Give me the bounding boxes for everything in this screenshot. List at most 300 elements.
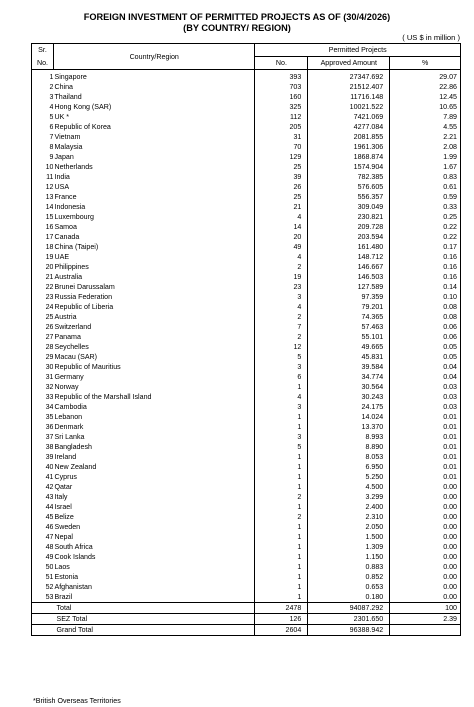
row-approved-amount: 1.500	[308, 532, 390, 542]
row-sr-number: 33	[32, 392, 54, 402]
row-approved-amount: 0.653	[308, 582, 390, 592]
row-percent: 0.01	[390, 422, 461, 432]
row-country: Brazil	[53, 592, 255, 603]
row-project-count: 2	[255, 312, 308, 322]
row-country: Republic of Liberia	[53, 302, 255, 312]
header-percent: %	[390, 57, 461, 70]
table-row	[32, 272, 461, 282]
row-project-count: 393	[255, 70, 308, 83]
row-percent: 12.45	[390, 92, 461, 102]
row-country: Belize	[53, 512, 255, 522]
row-percent: 0.16	[390, 262, 461, 272]
header-country: Country/Region	[53, 44, 255, 70]
table-row	[32, 382, 461, 392]
row-approved-amount: 782.385	[308, 172, 390, 182]
table-row	[32, 532, 461, 542]
row-percent: 0.25	[390, 212, 461, 222]
table-row	[32, 312, 461, 322]
table-row	[32, 402, 461, 412]
row-approved-amount: 13.370	[308, 422, 390, 432]
total-approved-amount: 2301.650	[308, 614, 390, 625]
table-body	[32, 70, 461, 636]
table-row	[32, 552, 461, 562]
row-country: Israel	[53, 502, 255, 512]
row-percent: 0.01	[390, 472, 461, 482]
row-sr-number: 48	[32, 542, 54, 552]
row-sr-number: 35	[32, 412, 54, 422]
table-row	[32, 122, 461, 132]
row-approved-amount: 1961.306	[308, 142, 390, 152]
table-row	[32, 262, 461, 272]
row-project-count: 7	[255, 322, 308, 332]
row-percent: 0.33	[390, 202, 461, 212]
table-row	[32, 432, 461, 442]
row-project-count: 1	[255, 562, 308, 572]
row-sr-number: 21	[32, 272, 54, 282]
table-row	[32, 352, 461, 362]
table-row	[32, 522, 461, 532]
row-project-count: 5	[255, 442, 308, 452]
row-sr-number: 17	[32, 232, 54, 242]
row-sr-number: 23	[32, 292, 54, 302]
row-approved-amount: 3.299	[308, 492, 390, 502]
row-project-count: 1	[255, 412, 308, 422]
row-project-count: 3	[255, 402, 308, 412]
header-sr-no: No.	[32, 57, 54, 70]
row-sr-number: 24	[32, 302, 54, 312]
row-project-count: 1	[255, 452, 308, 462]
table-row	[32, 142, 461, 152]
row-approved-amount: 14.024	[308, 412, 390, 422]
row-approved-amount: 1574.904	[308, 162, 390, 172]
table-row	[32, 342, 461, 352]
row-percent: 1.99	[390, 152, 461, 162]
row-country: Macau (SAR)	[53, 352, 255, 362]
table-row	[32, 582, 461, 592]
row-percent: 0.00	[390, 492, 461, 502]
row-country: Canada	[53, 232, 255, 242]
row-country: UK *	[53, 112, 255, 122]
row-percent: 0.22	[390, 232, 461, 242]
row-project-count: 3	[255, 292, 308, 302]
table-row	[32, 542, 461, 552]
row-percent: 0.00	[390, 512, 461, 522]
row-approved-amount: 97.359	[308, 292, 390, 302]
table-row	[32, 592, 461, 603]
row-country: Switzerland	[53, 322, 255, 332]
row-approved-amount: 309.049	[308, 202, 390, 212]
row-sr-number: 41	[32, 472, 54, 482]
table-row	[32, 82, 461, 92]
row-approved-amount: 209.728	[308, 222, 390, 232]
row-project-count: 1	[255, 482, 308, 492]
total-blank-cell	[32, 614, 54, 625]
total-project-count: 126	[255, 614, 308, 625]
table-row	[32, 452, 461, 462]
total-project-count: 2604	[255, 625, 308, 636]
row-project-count: 3	[255, 362, 308, 372]
row-project-count: 39	[255, 172, 308, 182]
row-percent: 0.00	[390, 482, 461, 492]
total-row	[32, 625, 461, 636]
row-project-count: 112	[255, 112, 308, 122]
row-country: Laos	[53, 562, 255, 572]
row-country: Republic of Mauritius	[53, 362, 255, 372]
row-sr-number: 29	[32, 352, 54, 362]
row-sr-number: 43	[32, 492, 54, 502]
row-sr-number: 45	[32, 512, 54, 522]
table-row	[32, 222, 461, 232]
row-approved-amount: 11716.148	[308, 92, 390, 102]
row-project-count: 1	[255, 572, 308, 582]
row-project-count: 1	[255, 552, 308, 562]
row-approved-amount: 10021.522	[308, 102, 390, 112]
row-percent: 0.00	[390, 582, 461, 592]
total-label: Grand Total	[53, 625, 255, 636]
row-sr-number: 31	[32, 372, 54, 382]
table-row	[32, 362, 461, 372]
row-percent: 0.00	[390, 532, 461, 542]
table-row	[32, 172, 461, 182]
row-percent: 7.89	[390, 112, 461, 122]
row-project-count: 1	[255, 422, 308, 432]
row-percent: 0.16	[390, 272, 461, 282]
row-percent: 0.83	[390, 172, 461, 182]
row-project-count: 70	[255, 142, 308, 152]
row-country: Lebanon	[53, 412, 255, 422]
row-country: Malaysia	[53, 142, 255, 152]
total-blank-cell	[32, 603, 54, 614]
row-project-count: 4	[255, 252, 308, 262]
row-sr-number: 19	[32, 252, 54, 262]
row-project-count: 31	[255, 132, 308, 142]
table-row	[32, 332, 461, 342]
row-percent: 0.01	[390, 462, 461, 472]
row-sr-number: 47	[32, 532, 54, 542]
table-row	[32, 412, 461, 422]
total-percent: 2.39	[390, 614, 461, 625]
row-percent: 0.01	[390, 412, 461, 422]
table-row	[32, 562, 461, 572]
total-blank-cell	[32, 625, 54, 636]
row-sr-number: 16	[32, 222, 54, 232]
row-sr-number: 40	[32, 462, 54, 472]
table-row	[32, 162, 461, 172]
row-project-count: 1	[255, 582, 308, 592]
row-country: Norway	[53, 382, 255, 392]
row-approved-amount: 30.564	[308, 382, 390, 392]
row-percent: 0.06	[390, 332, 461, 342]
row-approved-amount: 2.050	[308, 522, 390, 532]
row-country: Cambodia	[53, 402, 255, 412]
row-sr-number: 37	[32, 432, 54, 442]
row-percent: 0.04	[390, 372, 461, 382]
row-approved-amount: 0.852	[308, 572, 390, 582]
row-percent: 10.65	[390, 102, 461, 112]
row-project-count: 26	[255, 182, 308, 192]
row-sr-number: 39	[32, 452, 54, 462]
table-row	[32, 392, 461, 402]
unit-label: ( US $ in million )	[402, 33, 460, 42]
row-sr-number: 44	[32, 502, 54, 512]
row-project-count: 21	[255, 202, 308, 212]
row-country: Indonesia	[53, 202, 255, 212]
row-approved-amount: 230.821	[308, 212, 390, 222]
row-country: Luxembourg	[53, 212, 255, 222]
row-sr-number: 49	[32, 552, 54, 562]
table-row	[32, 192, 461, 202]
row-sr-number: 5	[32, 112, 54, 122]
row-country: Russia Federation	[53, 292, 255, 302]
row-country: Italy	[53, 492, 255, 502]
row-project-count: 5	[255, 352, 308, 362]
row-approved-amount: 576.605	[308, 182, 390, 192]
row-approved-amount: 27347.692	[308, 70, 390, 83]
row-country: Nepal	[53, 532, 255, 542]
row-project-count: 1	[255, 502, 308, 512]
row-project-count: 25	[255, 162, 308, 172]
row-country: Cook Islands	[53, 552, 255, 562]
row-percent: 0.22	[390, 222, 461, 232]
row-percent: 0.01	[390, 432, 461, 442]
row-project-count: 20	[255, 232, 308, 242]
row-approved-amount: 79.201	[308, 302, 390, 312]
table-row	[32, 242, 461, 252]
row-sr-number: 50	[32, 562, 54, 572]
row-approved-amount: 5.250	[308, 472, 390, 482]
table-row	[32, 492, 461, 502]
row-sr-number: 8	[32, 142, 54, 152]
row-percent: 0.00	[390, 522, 461, 532]
table-row	[32, 482, 461, 492]
row-sr-number: 36	[32, 422, 54, 432]
row-project-count: 2	[255, 492, 308, 502]
row-country: Republic of the Marshall Island	[53, 392, 255, 402]
row-approved-amount: 161.480	[308, 242, 390, 252]
row-approved-amount: 1.309	[308, 542, 390, 552]
row-percent: 0.01	[390, 452, 461, 462]
row-sr-number: 27	[32, 332, 54, 342]
footnote: *British Overseas Territories	[33, 697, 121, 705]
row-percent: 0.16	[390, 252, 461, 262]
row-sr-number: 30	[32, 362, 54, 372]
row-approved-amount: 6.950	[308, 462, 390, 472]
row-percent: 0.08	[390, 312, 461, 322]
row-percent: 0.00	[390, 572, 461, 582]
table-row	[32, 462, 461, 472]
row-approved-amount: 74.365	[308, 312, 390, 322]
row-sr-number: 14	[32, 202, 54, 212]
row-percent: 0.03	[390, 392, 461, 402]
row-country: Vietnam	[53, 132, 255, 142]
row-sr-number: 11	[32, 172, 54, 182]
row-approved-amount: 34.774	[308, 372, 390, 382]
total-label: Total	[53, 603, 255, 614]
row-percent: 1.67	[390, 162, 461, 172]
row-sr-number: 53	[32, 592, 54, 603]
row-country: USA	[53, 182, 255, 192]
table-row	[32, 212, 461, 222]
investment-table	[31, 43, 461, 636]
row-country: Hong Kong (SAR)	[53, 102, 255, 112]
row-approved-amount: 2.310	[308, 512, 390, 522]
row-sr-number: 52	[32, 582, 54, 592]
row-country: China	[53, 82, 255, 92]
row-sr-number: 15	[32, 212, 54, 222]
row-project-count: 49	[255, 242, 308, 252]
row-sr-number: 13	[32, 192, 54, 202]
row-percent: 0.06	[390, 322, 461, 332]
row-sr-number: 34	[32, 402, 54, 412]
row-percent: 0.05	[390, 342, 461, 352]
table-row	[32, 112, 461, 122]
row-project-count: 14	[255, 222, 308, 232]
row-sr-number: 12	[32, 182, 54, 192]
row-sr-number: 2	[32, 82, 54, 92]
row-approved-amount: 39.584	[308, 362, 390, 372]
row-project-count: 1	[255, 532, 308, 542]
row-sr-number: 46	[32, 522, 54, 532]
report-subtitle: (BY COUNTRY/ REGION)	[183, 23, 291, 33]
total-row	[32, 614, 461, 625]
row-project-count: 19	[255, 272, 308, 282]
table-row	[32, 572, 461, 582]
row-percent: 29.07	[390, 70, 461, 83]
table-row	[32, 70, 461, 83]
header-approved-amount: Approved Amount	[308, 57, 390, 70]
table-row	[32, 322, 461, 332]
row-approved-amount: 8.993	[308, 432, 390, 442]
row-percent: 0.00	[390, 592, 461, 603]
row-approved-amount: 8.890	[308, 442, 390, 452]
row-sr-number: 3	[32, 92, 54, 102]
row-approved-amount: 24.175	[308, 402, 390, 412]
row-project-count: 1	[255, 592, 308, 603]
row-approved-amount: 21512.407	[308, 82, 390, 92]
row-percent: 0.00	[390, 502, 461, 512]
row-percent: 4.55	[390, 122, 461, 132]
header-permitted-projects: Permitted Projects	[255, 44, 461, 57]
row-sr-number: 20	[32, 262, 54, 272]
row-country: Sri Lanka	[53, 432, 255, 442]
row-sr-number: 25	[32, 312, 54, 322]
row-project-count: 2	[255, 262, 308, 272]
row-country: Panama	[53, 332, 255, 342]
row-country: Australia	[53, 272, 255, 282]
row-sr-number: 51	[32, 572, 54, 582]
row-approved-amount: 148.712	[308, 252, 390, 262]
row-sr-number: 18	[32, 242, 54, 252]
row-country: UAE	[53, 252, 255, 262]
row-country: Afghanistan	[53, 582, 255, 592]
row-country: Thailand	[53, 92, 255, 102]
row-project-count: 703	[255, 82, 308, 92]
row-approved-amount: 146.667	[308, 262, 390, 272]
row-approved-amount: 127.589	[308, 282, 390, 292]
row-approved-amount: 556.357	[308, 192, 390, 202]
row-percent: 0.17	[390, 242, 461, 252]
total-percent: 100	[390, 603, 461, 614]
row-approved-amount: 8.053	[308, 452, 390, 462]
row-approved-amount: 0.883	[308, 562, 390, 572]
table-row	[32, 302, 461, 312]
row-approved-amount: 203.594	[308, 232, 390, 242]
row-approved-amount: 30.243	[308, 392, 390, 402]
row-project-count: 2	[255, 512, 308, 522]
row-approved-amount: 0.180	[308, 592, 390, 603]
row-percent: 2.21	[390, 132, 461, 142]
table-row	[32, 472, 461, 482]
row-percent: 0.00	[390, 552, 461, 562]
row-approved-amount: 2.400	[308, 502, 390, 512]
row-project-count: 2	[255, 332, 308, 342]
row-country: France	[53, 192, 255, 202]
row-percent: 0.00	[390, 562, 461, 572]
row-country: New Zealand	[53, 462, 255, 472]
row-approved-amount: 146.503	[308, 272, 390, 282]
row-country: Austria	[53, 312, 255, 322]
row-approved-amount: 4.500	[308, 482, 390, 492]
header-no: No.	[255, 57, 308, 70]
row-project-count: 4	[255, 302, 308, 312]
table-row	[32, 232, 461, 242]
table-row	[32, 282, 461, 292]
row-country: Ireland	[53, 452, 255, 462]
row-approved-amount: 1.150	[308, 552, 390, 562]
row-percent: 0.10	[390, 292, 461, 302]
row-approved-amount: 45.831	[308, 352, 390, 362]
table-row	[32, 372, 461, 382]
row-sr-number: 42	[32, 482, 54, 492]
table-row	[32, 422, 461, 432]
row-approved-amount: 49.665	[308, 342, 390, 352]
row-percent: 0.03	[390, 382, 461, 392]
row-project-count: 325	[255, 102, 308, 112]
row-project-count: 1	[255, 472, 308, 482]
row-percent: 0.05	[390, 352, 461, 362]
row-project-count: 3	[255, 432, 308, 442]
row-project-count: 12	[255, 342, 308, 352]
row-approved-amount: 57.463	[308, 322, 390, 332]
total-percent	[390, 625, 461, 636]
row-project-count: 6	[255, 372, 308, 382]
table-row	[32, 292, 461, 302]
row-percent: 22.86	[390, 82, 461, 92]
row-country: India	[53, 172, 255, 182]
row-project-count: 1	[255, 382, 308, 392]
row-country: Brunei Darussalam	[53, 282, 255, 292]
row-country: Samoa	[53, 222, 255, 232]
row-percent: 2.08	[390, 142, 461, 152]
row-project-count: 1	[255, 542, 308, 552]
row-sr-number: 4	[32, 102, 54, 112]
row-percent: 0.61	[390, 182, 461, 192]
row-sr-number: 6	[32, 122, 54, 132]
row-approved-amount: 1868.874	[308, 152, 390, 162]
row-project-count: 4	[255, 212, 308, 222]
table-row	[32, 132, 461, 142]
row-percent: 0.59	[390, 192, 461, 202]
row-percent: 0.14	[390, 282, 461, 292]
row-project-count: 205	[255, 122, 308, 132]
row-project-count: 160	[255, 92, 308, 102]
row-project-count: 23	[255, 282, 308, 292]
row-country: Japan	[53, 152, 255, 162]
row-sr-number: 10	[32, 162, 54, 172]
row-percent: 0.08	[390, 302, 461, 312]
row-country: Denmark	[53, 422, 255, 432]
table-row	[32, 502, 461, 512]
